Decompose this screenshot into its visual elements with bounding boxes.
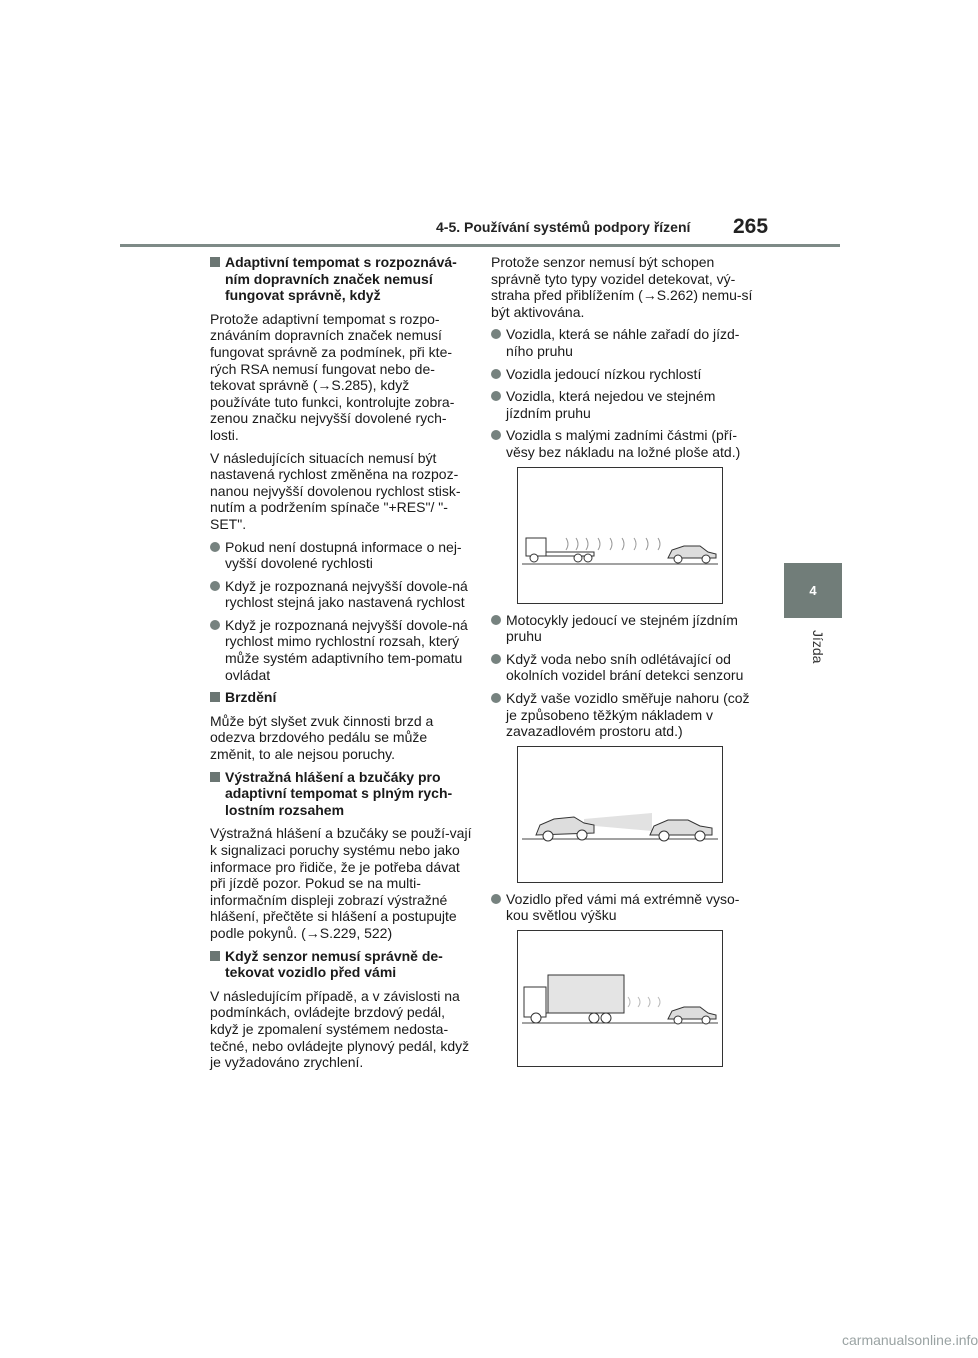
truck-illustration-svg bbox=[518, 931, 722, 1066]
list-item: Vozidla, která se náhle zařadí do jízd-ního pruhu bbox=[491, 326, 759, 359]
bullet-dot-icon bbox=[491, 894, 501, 904]
paragraph: Protože adaptivní tempomat s rozpo-znáváním dopravních značek nemusí fungovat správně za podmínek, při kte-rých RSA nemusí fungovat nebo de-tekovat správně (→S.285), když používáte tuto funkci, kontrolujte zobra-zenou značku nejvyšší dovolené rych-losti. bbox=[210, 310, 455, 443]
list-item: Vozidla jedoucí nízkou rychlostí bbox=[491, 366, 759, 383]
list-item: Pokud není dostupná informace o nej-vyšší dovolené rychlosti bbox=[210, 539, 472, 572]
chapter-label: Jízda bbox=[810, 630, 826, 664]
page-number: 265 bbox=[733, 215, 769, 238]
list-item: Vozidlo před vámi má extrémně vyso-kou světlou výšku bbox=[491, 891, 759, 924]
watermark: carmanualsonline.info bbox=[842, 1332, 978, 1348]
right-column bbox=[491, 254, 759, 1075]
section-title: 4-5. Používání systémů podpory řízení bbox=[436, 219, 691, 235]
square-marker-icon bbox=[210, 772, 220, 782]
list-item: Motocykly jedoucí ve stejném jízdním pruhu bbox=[491, 612, 759, 645]
list-item: Když vaše vozidlo směřuje nahoru (což je způsobeno těžkým nákladem v zavazadlovém prostoru atd.) bbox=[491, 690, 759, 740]
bullet-dot-icon bbox=[491, 329, 501, 339]
illustration-high-truck bbox=[517, 930, 723, 1067]
list-item: Vozidla s malými zadními částmi (pří-věsy bez nákladu na ložné ploše atd.) bbox=[491, 427, 759, 460]
square-marker-icon bbox=[210, 257, 220, 267]
header-divider bbox=[120, 244, 840, 247]
bullet-dot-icon bbox=[210, 542, 220, 552]
heading-braking: Brzdění bbox=[210, 689, 472, 706]
chapter-number: 4 bbox=[809, 583, 817, 598]
heading-rsa-acc: Adaptivní tempomat s rozpoznává-ním dopravních značek nemusí fungovat správně, když bbox=[210, 254, 472, 304]
list-item: Vozidla, která nejedou ve stejném jízdním pruhu bbox=[491, 388, 759, 421]
chapter-tab[interactable] bbox=[784, 563, 842, 618]
bullet-dot-icon bbox=[491, 654, 501, 664]
illustration-vehicle-tilted bbox=[517, 746, 723, 883]
heading-warnings: Výstražná hlášení a bzučáky pro adaptivní tempomat s plným rych-lostním rozsahem bbox=[210, 769, 472, 819]
bullet-dot-icon bbox=[491, 693, 501, 703]
bullet-dot-icon bbox=[491, 369, 501, 379]
paragraph: V následujícím případě, a v závislosti na podmínkách, ovládejte brzdový pedál, když je zpomalení systémem nedosta-tečné, nebo ovládejte plynový pedál, když je vyžadováno zrychlení. bbox=[210, 987, 470, 1071]
bullet-dot-icon bbox=[491, 430, 501, 440]
bullet-dot-icon bbox=[210, 581, 220, 591]
square-marker-icon bbox=[210, 951, 220, 961]
bullet-dot-icon bbox=[491, 391, 501, 401]
tilted-vehicle-illustration-svg bbox=[518, 747, 722, 882]
heading-sensor: Když senzor nemusí správně de-tekovat vozidlo před vámi bbox=[210, 948, 472, 981]
square-marker-icon bbox=[210, 692, 220, 702]
bullet-dot-icon bbox=[491, 615, 501, 625]
paragraph: V následujících situacích nemusí být nastavená rychlost změněna na rozpoz-nanou nejvyšší dovolenou rychlost stisk-nutím a podržením spínače "+RES"/ "-SET". bbox=[210, 449, 461, 532]
paragraph: Výstražná hlášení a bzučáky se použí-vají k signalizaci poruchy systému nebo jako informace pro řidiče, že je potřeba dávat při jízdě pozor. Pokud se na multi-informačním displeji zobrazí výstražné hlášení, přečtěte si hlášení a postupujte podle pokynů. (→S.229, 522) bbox=[210, 825, 472, 941]
paragraph: Protože senzor nemusí být schopen správně tyto typy vozidel detekovat, vý-straha před přiblížením (→S.262) nemu-sí být aktivována. bbox=[491, 254, 753, 320]
bullet-dot-icon bbox=[210, 620, 220, 630]
list-item: Když je rozpoznaná nejvyšší dovole-ná rychlost mimo rychlostní rozsah, který může systém adaptivního tem-pomatu ovládat bbox=[210, 617, 472, 683]
paragraph: Může být slyšet zvuk činnosti brzd a odezva brzdového pedálu se může změnit, to ale nejsou poruchy. bbox=[210, 712, 434, 763]
left-column bbox=[210, 254, 472, 1077]
trailer-illustration-svg bbox=[518, 468, 722, 603]
illustration-trailer bbox=[517, 467, 723, 604]
list-item: Když voda nebo sníh odlétávající od okolních vozidel brání detekci senzoru bbox=[491, 651, 759, 684]
list-item: Když je rozpoznaná nejvyšší dovole-ná rychlost stejná jako nastavená rychlost bbox=[210, 578, 472, 611]
